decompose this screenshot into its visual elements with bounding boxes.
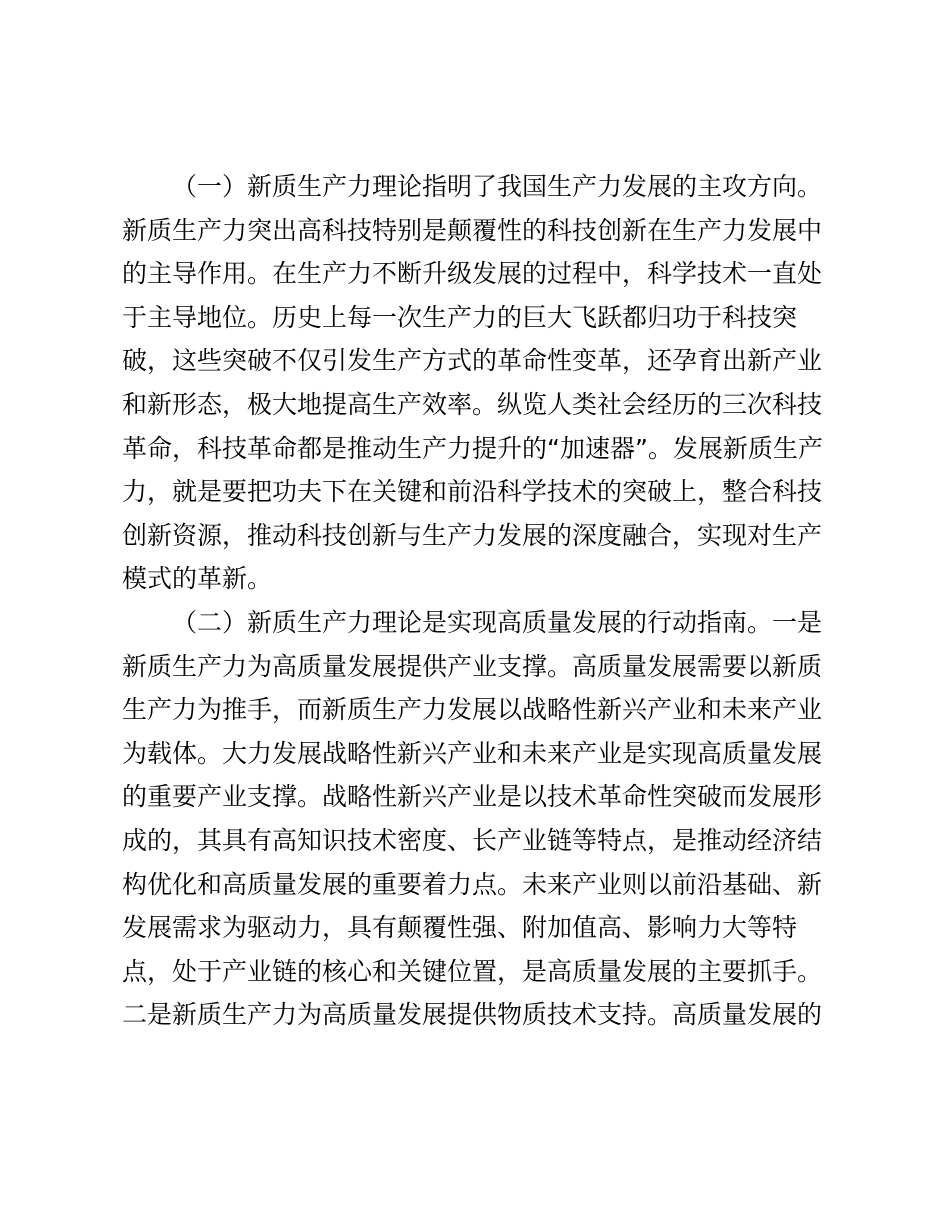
text-line: 力，就是要把功夫下在关键和前沿科学技术的突破上，整合科技 <box>122 477 823 507</box>
text-line: 破，这些突破不仅引发生产方式的革命性变革，还孕育出新产业 <box>122 346 823 376</box>
text-line: 构优化和高质量发展的重要着力点。未来产业则以前沿基础、新 <box>122 869 823 899</box>
document-body <box>122 165 822 1037</box>
text-line: 发展需求为驱动力，具有颠覆性强、附加值高、影响力大等特 <box>122 913 798 943</box>
paragraph-1 <box>122 165 822 601</box>
text-line: 的主导作用。在生产力不断升级发展的过程中，科学技术一直处 <box>122 259 823 289</box>
text-line: 生产力为推手，而新质生产力发展以战略性新兴产业和未来产业 <box>122 695 823 725</box>
text-line: 和新形态，极大地提高生产效率。纵览人类社会经历的三次科技 <box>122 389 823 419</box>
text-line: 于主导地位。历史上每一次生产力的巨大飞跃都归功于科技突 <box>122 302 798 332</box>
text-line: 的重要产业支撑。战略性新兴产业是以技术革命性突破而发展形 <box>122 782 823 812</box>
text-line: 成的，其具有高知识技术密度、长产业链等特点，是推动经济结 <box>122 825 823 855</box>
text-line: 为载体。大力发展战略性新兴产业和未来产业是实现高质量发展 <box>122 738 823 768</box>
text-line: 新质生产力突出高科技特别是颠覆性的科技创新在生产力发展中 <box>122 215 823 245</box>
text-line: 革命，科技革命都是推动生产力提升的“加速器”。发展新质生产 <box>122 433 823 463</box>
text-line: 二是新质生产力为高质量发展提供物质技术支持。高质量发展的 <box>122 1000 823 1030</box>
text-line: （一）新质生产力理论指明了我国生产力发展的主攻方向。 <box>172 172 823 201</box>
text-line: 模式的革新。 <box>122 564 273 594</box>
paragraph-2 <box>122 601 822 1037</box>
text-line: （二）新质生产力理论是实现高质量发展的行动指南。一是 <box>172 607 823 637</box>
text-line: 点，处于产业链的核心和关键位置，是高质量发展的主要抓手。 <box>122 956 823 986</box>
text-line: 创新资源，推动科技创新与生产力发展的深度融合，实现对生产 <box>122 520 823 550</box>
text-line: 新质生产力为高质量发展提供产业支撑。高质量发展需要以新质 <box>122 651 823 681</box>
